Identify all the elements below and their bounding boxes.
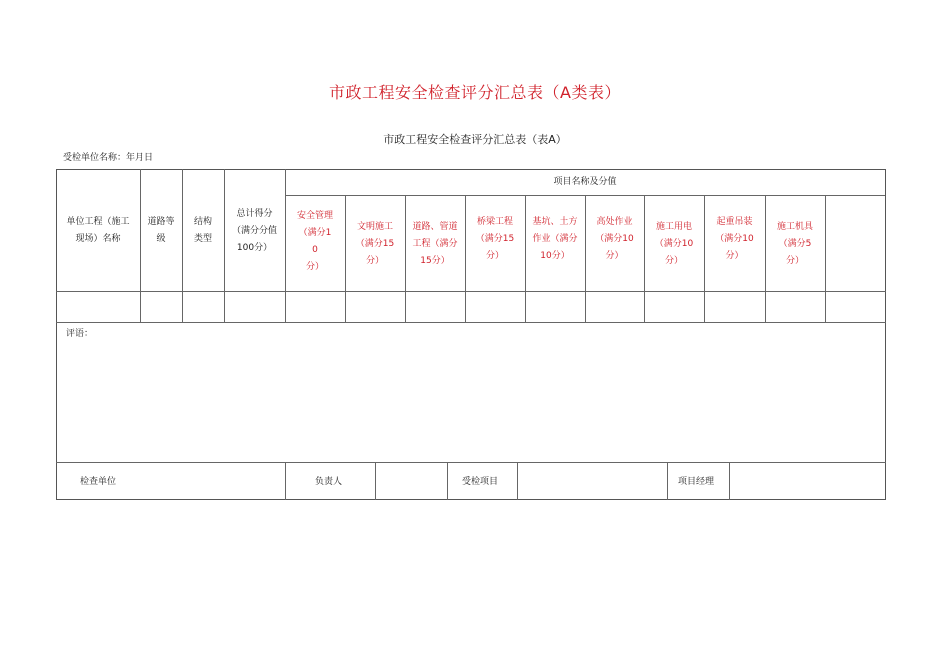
footer-divider xyxy=(729,462,730,500)
document-title: 市政工程安全检查评分汇总表（A类表） xyxy=(329,83,621,102)
header-total-score: 总计得分 （满分分值 100分） xyxy=(231,209,277,253)
col-divider xyxy=(825,195,826,322)
footer-responsible-label: 负责人 xyxy=(315,477,343,487)
header-foundation-pit: 基坑、土方 作业（满分 10分） xyxy=(532,217,578,261)
header-road-grade: 道路等 级 xyxy=(147,217,175,244)
footer-check-unit-label: 检查单位 xyxy=(80,477,117,487)
footer-divider xyxy=(447,462,448,500)
footer-project-manager-label: 项目经理 xyxy=(678,477,715,487)
footer-inspected-project-label: 受检项目 xyxy=(462,477,499,487)
header-bottom-divider xyxy=(56,291,886,292)
header-safety-management: 安全管理 （满分1 0 分） xyxy=(296,211,333,272)
header-civilized-construction: 文明施工 （满分15 分） xyxy=(355,222,395,266)
header-hoisting: 起重吊装 （满分10 分） xyxy=(715,217,754,261)
comment-label: 评语： xyxy=(66,329,94,339)
header-road-pipeline: 道路、管道 工程（满分 15分） xyxy=(412,222,458,266)
header-construction-electricity: 施工用电 （满分10 分） xyxy=(654,222,694,266)
group-header-project-items: 项目名称及分值 xyxy=(553,177,617,187)
header-work-at-height: 高处作业 （满分10 分） xyxy=(595,217,634,261)
data-row-bottom-divider xyxy=(56,322,886,323)
footer-divider xyxy=(285,462,286,500)
header-structure-type: 结构 类型 xyxy=(193,217,212,244)
header-unit-project-name: 单位工程（施工 现场）名称 xyxy=(66,217,130,244)
table-caption: 市政工程安全检查评分汇总表（表A） xyxy=(383,133,567,146)
footer-divider xyxy=(667,462,668,500)
inspected-unit-label: 受检单位名称：年月日 xyxy=(63,153,154,163)
footer-divider xyxy=(375,462,376,500)
header-construction-machinery: 施工机具 （满分5 分） xyxy=(776,222,813,266)
comment-bottom-divider xyxy=(56,462,886,463)
footer-divider xyxy=(517,462,518,500)
header-bridge-engineering: 桥梁工程 （满分15 分） xyxy=(475,217,515,261)
